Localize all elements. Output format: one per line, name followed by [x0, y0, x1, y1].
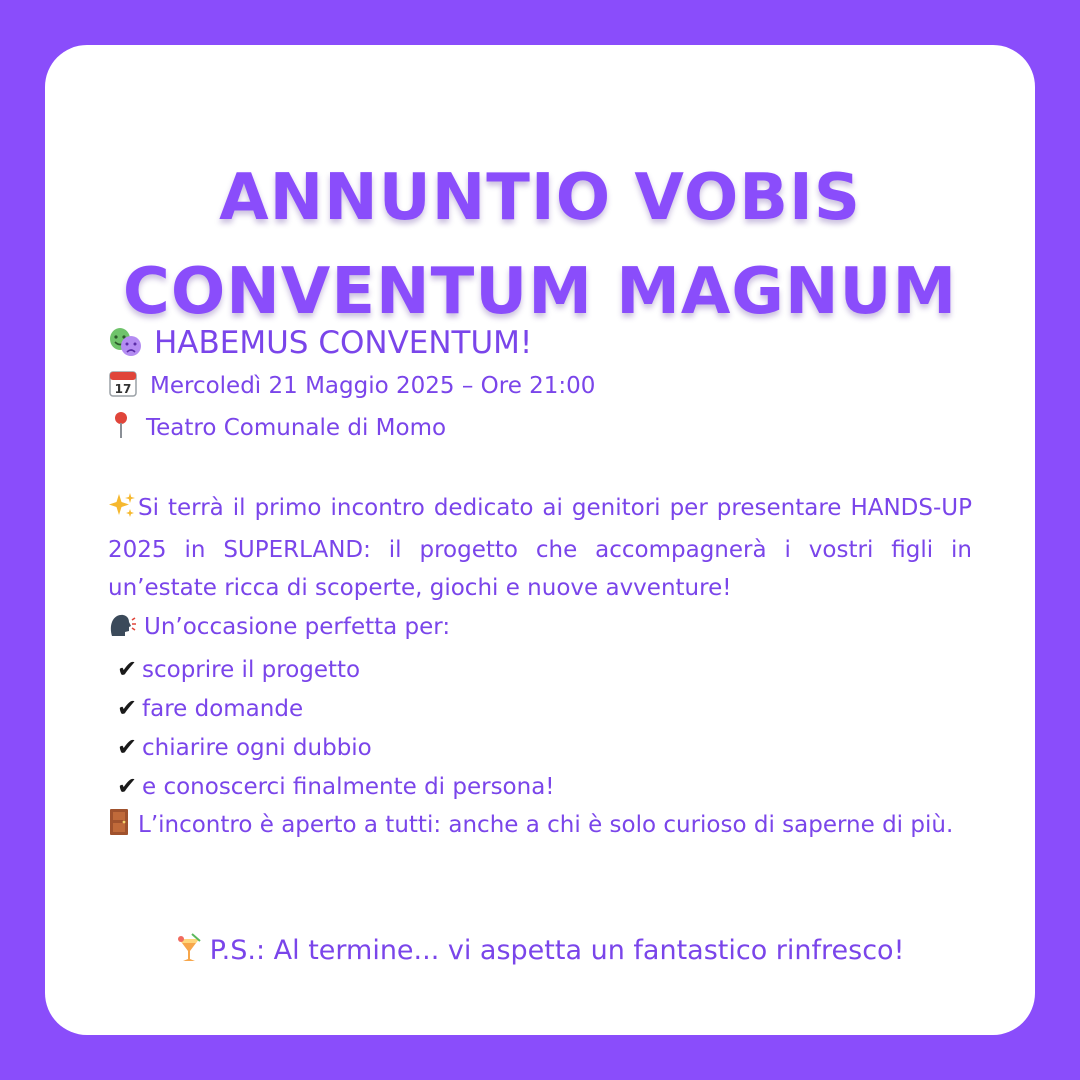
headline-row	[108, 321, 972, 369]
announcement-card	[45, 45, 1035, 1035]
check-mark-icon: ✔	[116, 732, 138, 761]
bullet-row	[108, 728, 972, 767]
pin-icon	[114, 411, 128, 451]
bullet-text: chiarire ogni dubbio	[142, 734, 372, 761]
check-mark-icon: ✔	[116, 771, 138, 800]
bullet-row	[108, 650, 972, 689]
bullet-row	[108, 689, 972, 728]
title-line-2: CONVENTUM MAGNUM	[122, 255, 958, 329]
open-text: L’incontro è aperto a tutti: anche a chi è solo curioso di saperne di più.	[138, 811, 954, 838]
title-line-1: ANNUNTIO VOBIS	[219, 161, 861, 235]
date-row	[108, 367, 972, 409]
bullet-row	[108, 767, 972, 806]
occasion-row	[108, 608, 972, 650]
intro-text: Si terrà il primo incontro dedicato ai genitori per presentare HANDS-UP 2025 in SUPERLAND: il progetto che accompagnerà i vostri figli in un’estate ricca di scoperte, giochi e nuove avventure!	[108, 495, 972, 602]
postscript-text: P.S.: Al termine... vi aspetta un fantastico rinfresco!	[209, 935, 905, 966]
bullet-text: e conoscerci finalmente di persona!	[142, 773, 555, 800]
check-mark-icon: ✔	[116, 654, 138, 683]
intro-paragraph	[108, 489, 972, 608]
bullet-text: fare domande	[142, 695, 304, 722]
door-icon	[108, 808, 130, 848]
speaking-head-icon	[108, 612, 136, 650]
theater-masks-icon	[108, 325, 142, 369]
bullet-text: scoprire il progetto	[142, 656, 361, 683]
location-text: Teatro Comunale di Momo	[146, 415, 447, 441]
postscript	[45, 931, 1035, 975]
headline-text: HABEMUS CONVENTUM!	[154, 325, 533, 361]
svg-text:17: 17	[114, 382, 132, 396]
occasion-text: Un’occasione perfetta per:	[144, 613, 451, 640]
announcement-body	[108, 321, 972, 848]
check-mark-icon: ✔	[116, 693, 138, 722]
open-paragraph	[108, 806, 972, 848]
date-text: Mercoledì 21 Maggio 2025 – Ore 21:00	[150, 373, 596, 399]
page-title	[45, 151, 1035, 339]
calendar-icon	[108, 369, 138, 409]
tropical-drink-icon	[176, 933, 202, 975]
location-row	[108, 409, 972, 451]
sparkles-icon	[108, 491, 136, 531]
